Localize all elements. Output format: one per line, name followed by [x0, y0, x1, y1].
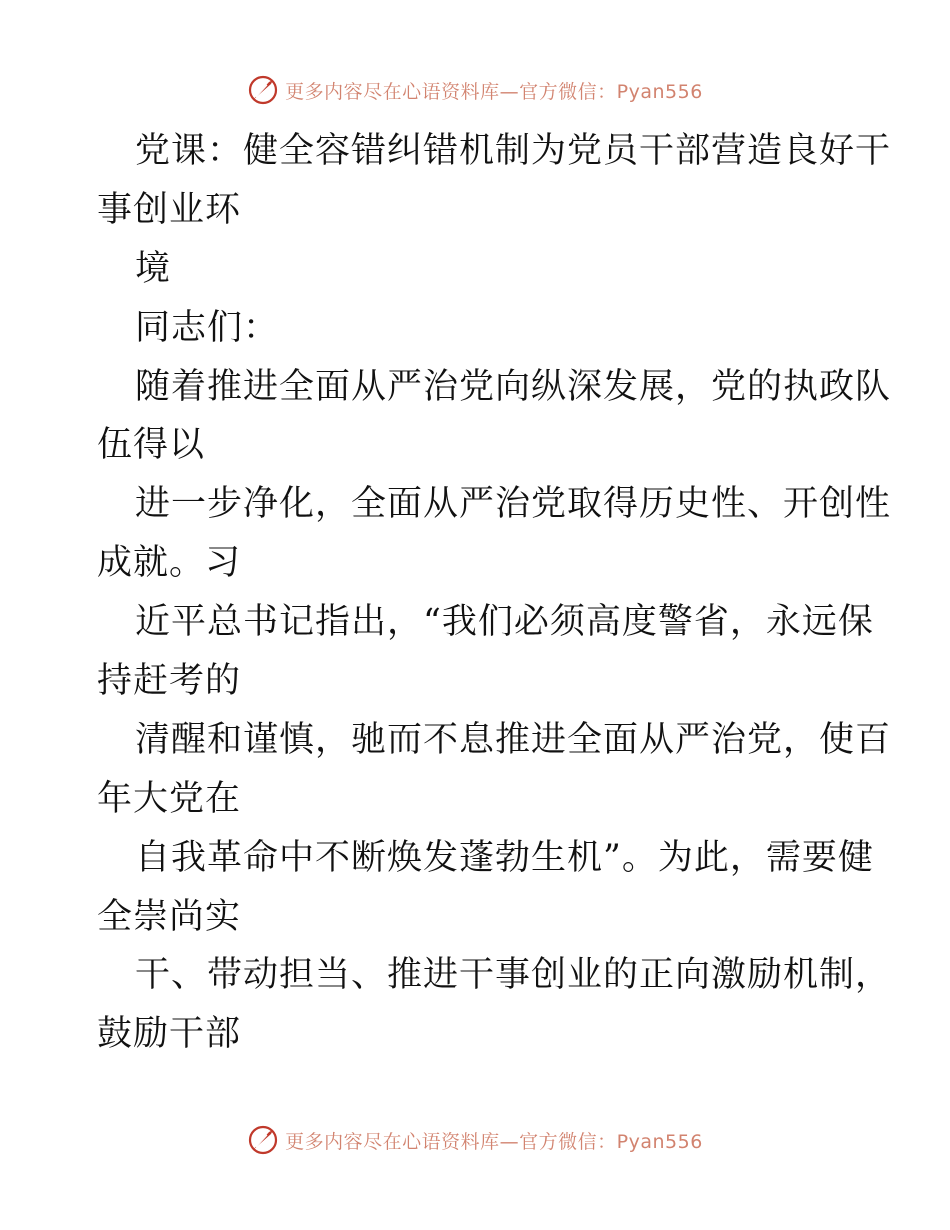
- text-line: 年大党在: [97, 778, 242, 819]
- footer-banner: [0, 1120, 950, 1160]
- footer-banner-text: 更多内容尽在心语资料库—官方微信：Pyan556: [285, 1130, 703, 1153]
- header-banner-text: 更多内容尽在心语资料库—官方微信：Pyan556: [285, 80, 703, 103]
- text-line: 进一步净化，全面从严治党取得历史性、开创性: [135, 484, 892, 525]
- text-line: 自我革命中不断焕发蓬勃生机”。为此，需要健: [135, 837, 874, 878]
- text-line: 清醒和谨慎，驰而不息推进全面从严治党，使百: [135, 719, 892, 760]
- document-body: [97, 122, 892, 1064]
- quill-pen-circle-icon: [247, 1124, 279, 1156]
- header-banner: [0, 70, 950, 110]
- salutation: 同志们：: [135, 307, 280, 348]
- text-line: 全崇尚实: [97, 896, 242, 937]
- text-line: 鼓励干部: [97, 1014, 242, 1055]
- title-line-2: 事创业环: [97, 189, 242, 230]
- text-line: 随着推进全面从严治党向纵深发展，党的执政队: [135, 366, 892, 407]
- quill-pen-circle-icon: [247, 74, 279, 106]
- title-line-1: 党课：健全容错纠错机制为党员干部营造良好干: [135, 131, 892, 171]
- title-line-3: 境: [135, 248, 172, 289]
- text-line: 成就。习: [97, 543, 242, 584]
- text-line: 近平总书记指出，“我们必须高度警省，永远保: [135, 602, 874, 643]
- text-line: 干、带动担当、推进干事创业的正向激励机制，: [135, 955, 892, 996]
- text-line: 伍得以: [97, 425, 206, 466]
- text-line: 持赶考的: [97, 661, 242, 702]
